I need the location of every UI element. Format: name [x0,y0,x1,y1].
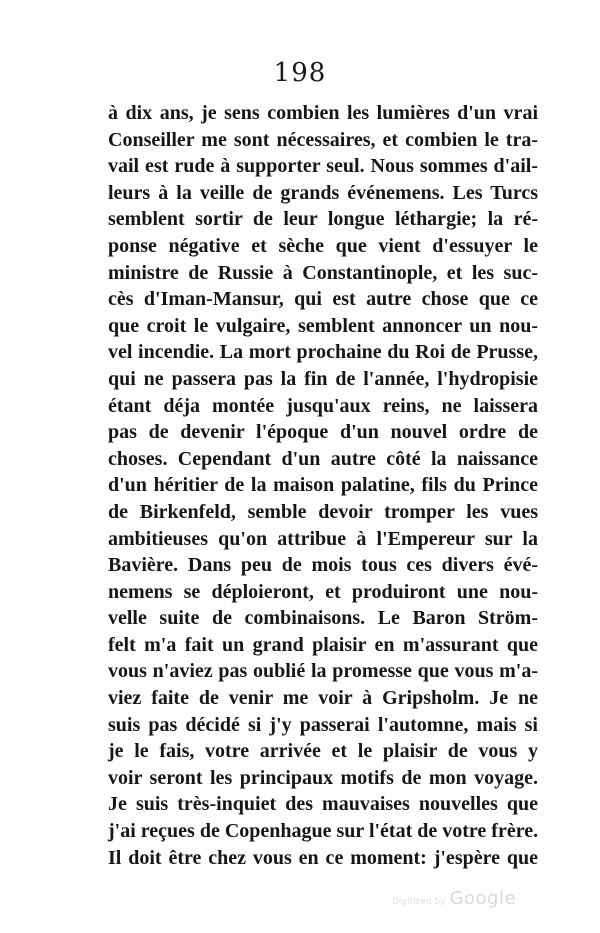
text-line: ambitieuses qu'on attribue à l'Empereur sur la [108,527,538,550]
watermark-prefix: Digitized by [392,897,446,907]
text-line: Conseiller me sont nécessaires, et combien le tra- [108,128,538,151]
text-line: viez faite de venir me voir à Gripsholm. Je ne [108,687,538,710]
text-line: à dix ans, je sens combien les lumières d'un vrai [108,102,538,124]
digitization-watermark [392,888,516,909]
text-line: Je suis très-inquiet des mauvaises nouvelles que [108,793,538,816]
body-text [108,100,538,871]
text-line: cès d'Iman-Mansur, qui est autre chose que ce [108,288,538,311]
text-line: felt m'a fait un grand plaisir en m'assurant que [108,633,538,656]
page-number: 198 [273,58,327,88]
text-line: vous n'aviez pas oublié la promesse que vous m'a- [108,660,538,683]
text-line: ministre de Russie à Constantinople, et les suc- [108,261,538,284]
text-line: vel incendie. La mort prochaine du Roi de Prusse, [108,341,538,364]
text-line: velle suite de combinaisons. Le Baron Ström- [108,607,538,630]
text-line: je le fais, votre arrivée et le plaisir de vous y [108,740,538,763]
text-line: d'un héritier de la maison palatine, fils du Prince [108,474,538,497]
text-line: j'ai reçues de Copenhague sur l'état de votre frère. [108,820,539,843]
text-line: suis pas décidé si j'y passerai l'automne, mais si [108,713,538,736]
text-line: semblent sortir de leur longue léthargie; la ré- [108,208,538,231]
text-line: vail est rude à supporter seul. Nous sommes d'ail- [108,155,538,178]
text-line: étant déja montée jusqu'aux reins, ne laissera [108,394,538,417]
text-line: Bavière. Dans peu de mois tous ces divers évé- [108,554,538,577]
text-line: choses. Cependant d'un autre côté la naissance [108,447,538,470]
text-line: ponse négative et sèche que vient d'essuyer le [108,234,538,257]
text-line: de Birkenfeld, semble devoir tromper les vues [108,500,538,523]
watermark-brand: Google [449,888,517,909]
text-line: qui ne passera pas la fin de l'année, l'hydropisie [108,367,538,390]
text-line: pas de devenir l'époque d'un nouvel ordre de [108,421,538,444]
text-line: que croit le vulgaire, semblent annoncer un nou- [108,314,538,337]
text-line: leurs à la veille de grands événemens. Les Turcs [108,181,538,204]
text-line: voir seront les principaux motifs de mon voyage. [108,766,538,789]
text-line: Il doit être chez vous en ce moment: j'espère que [108,846,538,869]
text-line: nemens se déploieront, et produiront une nou- [108,580,538,603]
